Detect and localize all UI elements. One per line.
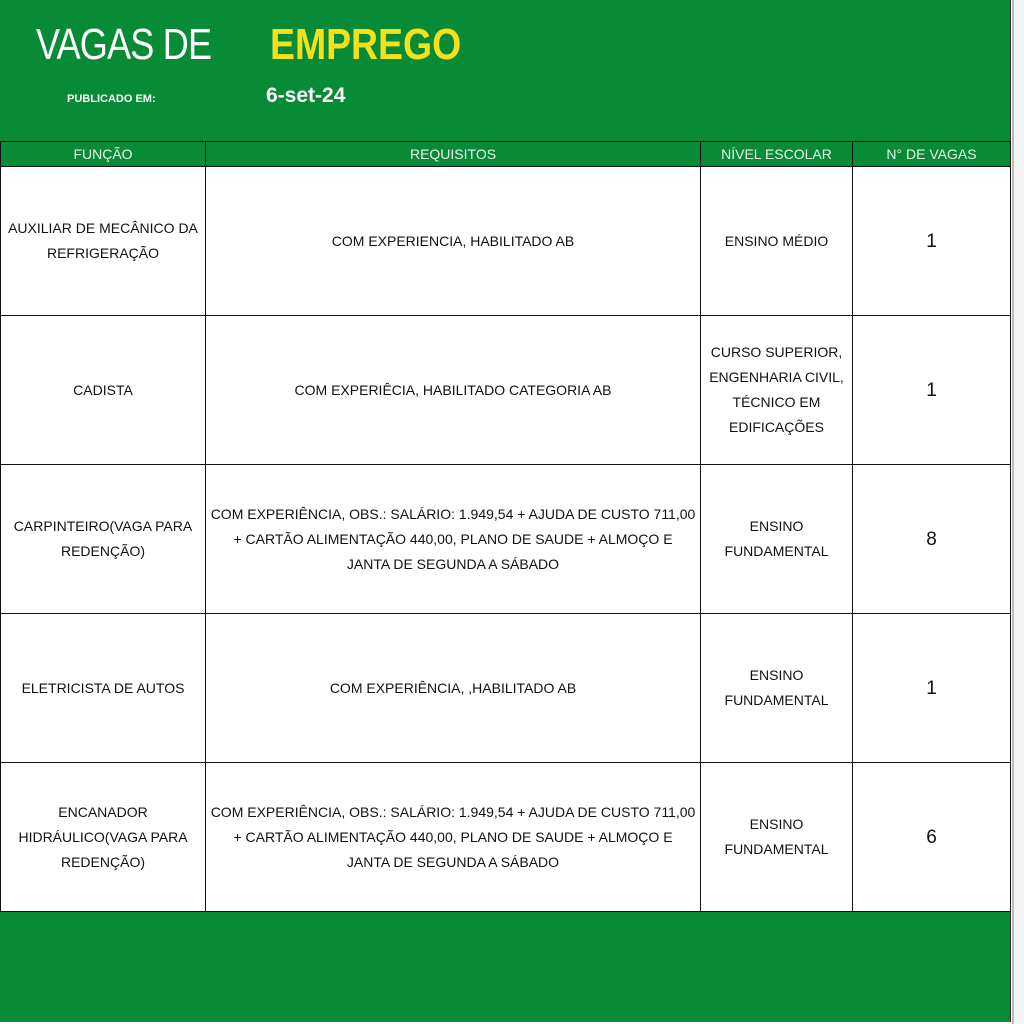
cell-vagas: 8 bbox=[853, 465, 1011, 614]
cell-vagas: 1 bbox=[853, 614, 1011, 763]
published-label: PUBLICADO EM: bbox=[67, 93, 156, 105]
cell-nivel: ENSINO FUNDAMENTAL bbox=[701, 614, 853, 763]
column-header-requisitos: REQUISITOS bbox=[206, 142, 701, 167]
column-header-nivel: NÍVEL ESCOLAR bbox=[701, 142, 853, 167]
cell-nivel: ENSINO FUNDAMENTAL bbox=[701, 763, 853, 912]
table-row bbox=[1, 614, 1011, 763]
title-vagas-de: VAGAS DE bbox=[36, 20, 212, 69]
table-row bbox=[1, 465, 1011, 614]
cell-funcao: CADISTA bbox=[1, 316, 206, 465]
published-date: 6-set-24 bbox=[266, 84, 346, 107]
cell-requisitos: COM EXPERIÊNCIA, OBS.: SALÁRIO: 1.949,54 + AJUDA DE CUSTO 711,00 + CARTÃO ALIMENTAÇÃO 440,00, PLANO DE SAUDE + ALMOÇO E JANTA DE SEGUNDA A SÁBADO bbox=[206, 465, 701, 614]
cell-vagas: 6 bbox=[853, 763, 1011, 912]
cell-requisitos: COM EXPERIÊCIA, HABILITADO CATEGORIA AB bbox=[206, 316, 701, 465]
column-header-funcao: FUNÇÃO bbox=[1, 142, 206, 167]
cell-nivel: ENSINO MÉDIO bbox=[701, 167, 853, 316]
cell-funcao: ELETRICISTA DE AUTOS bbox=[1, 614, 206, 763]
cell-funcao: AUXILIAR DE MECÂNICO DA REFRIGERAÇÃO bbox=[1, 167, 206, 316]
cell-vagas: 1 bbox=[853, 316, 1011, 465]
cell-funcao: CARPINTEIRO(VAGA PARA REDENÇÃO) bbox=[1, 465, 206, 614]
cell-vagas: 1 bbox=[853, 167, 1011, 316]
cell-nivel: CURSO SUPERIOR, ENGENHARIA CIVIL, TÉCNICO EM EDIFICAÇÕES bbox=[701, 316, 853, 465]
table-row bbox=[1, 316, 1011, 465]
cell-nivel: ENSINO FUNDAMENTAL bbox=[701, 465, 853, 614]
title-emprego: EMPREGO bbox=[270, 20, 462, 69]
table-row bbox=[1, 763, 1011, 912]
scrollbar[interactable] bbox=[1012, 0, 1024, 1024]
cell-funcao: ENCANADOR HIDRÁULICO(VAGA PARA REDENÇÃO) bbox=[1, 763, 206, 912]
cell-requisitos: COM EXPERIÊNCIA, OBS.: SALÁRIO: 1.949,54 + AJUDA DE CUSTO 711,00 + CARTÃO ALIMENTAÇÃO 440,00, PLANO DE SAUDE + ALMOÇO E JANTA DE SEGUNDA A SÁBADO bbox=[206, 763, 701, 912]
column-header-vagas: N° DE VAGAS bbox=[853, 142, 1011, 167]
cell-requisitos: COM EXPERIENCIA, HABILITADO AB bbox=[206, 167, 701, 316]
table-header-row bbox=[1, 142, 1011, 167]
cell-requisitos: COM EXPERIÊNCIA, ,HABILITADO AB bbox=[206, 614, 701, 763]
jobs-table bbox=[0, 141, 1011, 912]
table-row bbox=[1, 167, 1011, 316]
